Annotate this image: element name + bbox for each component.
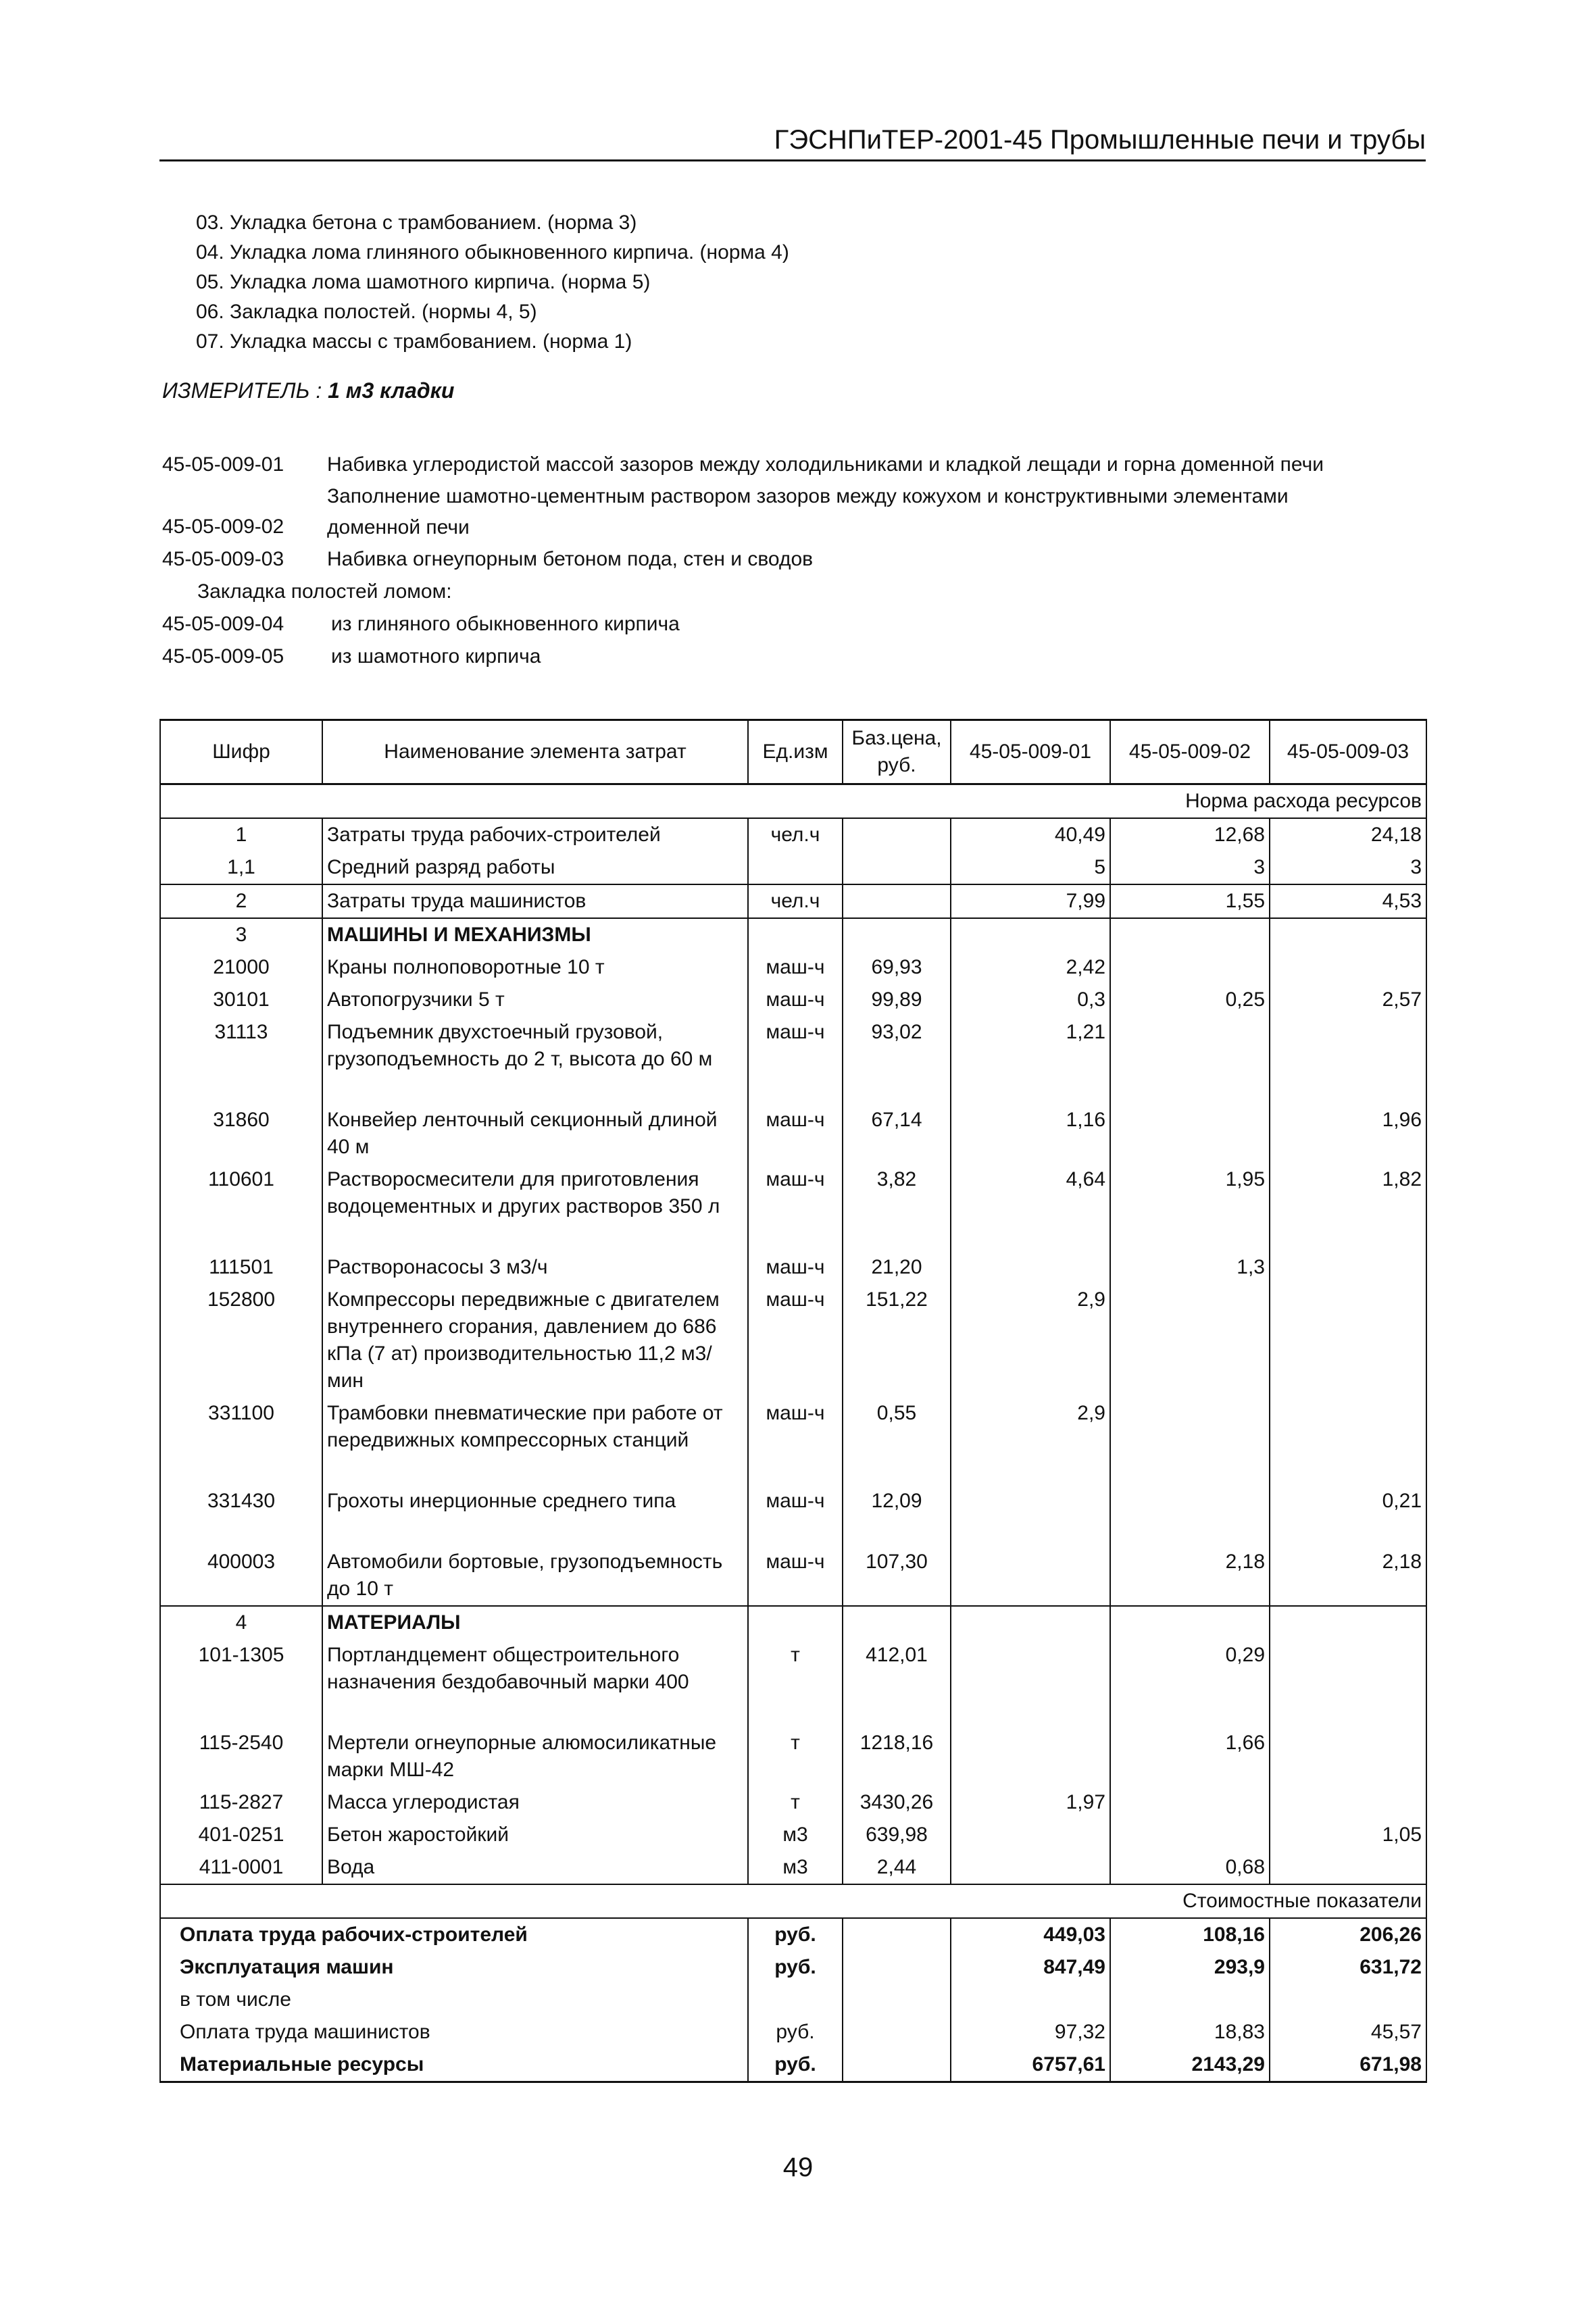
cell-unit: маш-ч xyxy=(748,1163,843,1251)
cell-price: 21,20 xyxy=(843,1251,951,1284)
resource-row xyxy=(160,1016,1426,1104)
band-row xyxy=(160,784,1426,819)
cell-unit: чел.ч xyxy=(748,884,843,918)
cell-norm-03 xyxy=(1270,1251,1426,1284)
cost-value-03: 671,98 xyxy=(1270,2048,1426,2082)
cost-row xyxy=(160,1984,1426,2016)
cell-norm-03 xyxy=(1270,1727,1426,1786)
cell-norm-03 xyxy=(1270,1639,1426,1727)
cell-norm-02 xyxy=(1110,1819,1270,1851)
cell-cipher: 411-0001 xyxy=(160,1851,322,1884)
cost-unit xyxy=(748,1984,843,2016)
cell-cipher: 101-1305 xyxy=(160,1639,322,1727)
cell-unit: маш-ч xyxy=(748,1104,843,1163)
resource-row xyxy=(160,1786,1426,1819)
band-norm-label: Норма расхода ресурсов xyxy=(951,784,1426,819)
cell-norm-02 xyxy=(1110,1606,1270,1639)
resource-row xyxy=(160,1819,1426,1851)
measure-value: 1 м3 кладки xyxy=(328,378,455,403)
cell-cipher: 31860 xyxy=(160,1104,322,1163)
norm-code: 45-05-009-02 xyxy=(162,515,284,538)
cell-norm-01: 2,42 xyxy=(951,951,1110,984)
cell-name: Конвейер ленточный секционный длиной 40 м xyxy=(322,1104,748,1163)
norm-code: 45-05-009-03 xyxy=(162,548,284,570)
running-header: ГЭСНПиТЕР-2001-45 Промышленные печи и трубы xyxy=(159,120,1426,161)
resource-row xyxy=(160,1397,1426,1485)
cost-unit: руб. xyxy=(748,2048,843,2082)
resource-row xyxy=(160,1546,1426,1606)
cell-norm-03: 2,18 xyxy=(1270,1546,1426,1606)
cell-price: 3430,26 xyxy=(843,1786,951,1819)
cell-norm-03 xyxy=(1270,1397,1426,1485)
cost-value-01 xyxy=(951,1984,1110,2016)
cost-row xyxy=(160,2048,1426,2082)
col-header-norm-01: 45-05-009-01 xyxy=(951,720,1110,784)
cell-norm-01: 40,49 xyxy=(951,818,1110,851)
resource-row xyxy=(160,1851,1426,1884)
cell-norm-03 xyxy=(1270,1016,1426,1104)
cell-norm-02 xyxy=(1110,1016,1270,1104)
section-row xyxy=(160,918,1426,951)
cell-norm-01: 1,97 xyxy=(951,1786,1110,1819)
cell-unit: м3 xyxy=(748,1851,843,1884)
cell-name: Растворосмесители для приготовления водоцементных и других растворов 350 л xyxy=(322,1163,748,1251)
cell-norm-02: 1,55 xyxy=(1110,884,1270,918)
resource-row xyxy=(160,1284,1426,1397)
resource-row xyxy=(160,818,1426,851)
cell-price xyxy=(843,884,951,918)
norm-description xyxy=(327,481,1289,543)
cell-price: 151,22 xyxy=(843,1284,951,1397)
cell-norm-01 xyxy=(951,918,1110,951)
cell-price: 0,55 xyxy=(843,1397,951,1485)
cost-price xyxy=(843,1918,951,1951)
cell-price: 3,82 xyxy=(843,1163,951,1251)
cell-name: МАШИНЫ И МЕХАНИЗМЫ xyxy=(322,918,748,951)
col-header-name: Наименование элемента затрат xyxy=(322,720,748,784)
cell-norm-03 xyxy=(1270,951,1426,984)
cost-row xyxy=(160,1918,1426,1951)
cell-norm-03: 2,57 xyxy=(1270,984,1426,1016)
cell-cipher: 4 xyxy=(160,1606,322,1639)
cell-unit: маш-ч xyxy=(748,1016,843,1104)
cell-unit: чел.ч xyxy=(748,818,843,851)
cost-value-03: 206,26 xyxy=(1270,1918,1426,1951)
cell-norm-02 xyxy=(1110,1104,1270,1163)
cell-name: Средний разряд работы xyxy=(322,851,748,884)
cell-norm-03: 1,96 xyxy=(1270,1104,1426,1163)
cell-norm-02: 12,68 xyxy=(1110,818,1270,851)
cost-value-01: 449,03 xyxy=(951,1918,1110,1951)
resource-row xyxy=(160,1485,1426,1546)
cell-unit: маш-ч xyxy=(748,984,843,1016)
cell-cipher: 401-0251 xyxy=(160,1819,322,1851)
resource-row xyxy=(160,1104,1426,1163)
cost-value-03: 45,57 xyxy=(1270,2016,1426,2048)
page-number: 49 xyxy=(782,2153,814,2182)
cell-norm-03: 1,82 xyxy=(1270,1163,1426,1251)
cell-unit xyxy=(748,1606,843,1639)
cell-norm-02: 0,29 xyxy=(1110,1639,1270,1727)
cost-name: Материальные ресурсы xyxy=(160,2048,748,2082)
cell-norm-01: 0,3 xyxy=(951,984,1110,1016)
resource-row xyxy=(160,1251,1426,1284)
cell-unit: т xyxy=(748,1786,843,1819)
cell-price xyxy=(843,851,951,884)
cell-name: Автомобили бортовые, грузоподъемность до 10 т xyxy=(322,1546,748,1606)
cell-norm-01: 7,99 xyxy=(951,884,1110,918)
work-item: 03. Укладка бетона с трамбованием. (норма 3) xyxy=(196,211,637,234)
cost-value-03: 631,72 xyxy=(1270,1951,1426,1984)
cell-price: 12,09 xyxy=(843,1485,951,1546)
table-header-row xyxy=(160,720,1426,784)
cell-norm-02 xyxy=(1110,1485,1270,1546)
cell-cipher: 152800 xyxy=(160,1284,322,1397)
cell-cipher: 331100 xyxy=(160,1397,322,1485)
cell-unit: маш-ч xyxy=(748,951,843,984)
cell-norm-02: 1,66 xyxy=(1110,1727,1270,1786)
cell-name: Подъемник двухстоечный грузовой, грузоподъемность до 2 т, высота до 60 м xyxy=(322,1016,748,1104)
cell-norm-02: 0,25 xyxy=(1110,984,1270,1016)
cell-price: 412,01 xyxy=(843,1639,951,1727)
norm-code: 45-05-009-01 xyxy=(162,453,284,476)
cell-unit: м3 xyxy=(748,1819,843,1851)
cell-norm-02: 3 xyxy=(1110,851,1270,884)
resource-row xyxy=(160,984,1426,1016)
norm-description: Набивка огнеупорным бетоном пода, стен и сводов xyxy=(327,548,814,570)
cell-name: Компрессоры передвижные с двигателем внутреннего сгорания, давлением до 686 кПа (7 ат) производительностью 11,2 м3/мин xyxy=(322,1284,748,1397)
cost-name: Оплата труда машинистов xyxy=(160,2016,748,2048)
cell-unit: маш-ч xyxy=(748,1546,843,1606)
cell-name: Краны полноповоротные 10 т xyxy=(322,951,748,984)
cell-unit: т xyxy=(748,1727,843,1786)
resource-table xyxy=(159,719,1427,2083)
cell-name: Мертели огнеупорные алюмосиликатные марки МШ-42 xyxy=(322,1727,748,1786)
cell-norm-01 xyxy=(951,1851,1110,1884)
cell-norm-03 xyxy=(1270,1284,1426,1397)
cell-norm-01: 4,64 xyxy=(951,1163,1110,1251)
cell-price: 2,44 xyxy=(843,1851,951,1884)
norm-group-title: Закладка полостей ломом: xyxy=(197,580,452,603)
cell-unit: маш-ч xyxy=(748,1284,843,1397)
cell-name: Растворонасосы 3 м3/ч xyxy=(322,1251,748,1284)
col-header-norm-03: 45-05-009-03 xyxy=(1270,720,1426,784)
cost-value-02 xyxy=(1110,1984,1270,2016)
cell-norm-01 xyxy=(951,1727,1110,1786)
cell-norm-01 xyxy=(951,1485,1110,1546)
norm-code: 45-05-009-04 xyxy=(162,613,284,635)
cell-name: Затраты труда машинистов xyxy=(322,884,748,918)
cost-value-02: 18,83 xyxy=(1110,2016,1270,2048)
cell-norm-01: 2,9 xyxy=(951,1397,1110,1485)
measure-label: ИЗМЕРИТЕЛЬ : xyxy=(162,378,322,403)
cell-norm-02: 0,68 xyxy=(1110,1851,1270,1884)
cost-price xyxy=(843,2048,951,2082)
cell-price: 69,93 xyxy=(843,951,951,984)
cell-norm-03: 1,05 xyxy=(1270,1819,1426,1851)
cost-value-02: 2143,29 xyxy=(1110,2048,1270,2082)
band-row xyxy=(160,1884,1426,1918)
col-header-price: Баз.цена, руб. xyxy=(843,720,951,784)
cell-norm-01 xyxy=(951,1251,1110,1284)
cell-name: Масса углеродистая xyxy=(322,1786,748,1819)
resource-row xyxy=(160,884,1426,918)
cell-cipher: 30101 xyxy=(160,984,322,1016)
measure-unit xyxy=(162,376,454,405)
cost-value-01: 97,32 xyxy=(951,2016,1110,2048)
cell-norm-02 xyxy=(1110,1284,1270,1397)
cost-unit: руб. xyxy=(748,1918,843,1951)
cell-cipher: 1 xyxy=(160,818,322,851)
work-item: 04. Укладка лома глиняного обыкновенного кирпича. (норма 4) xyxy=(196,241,789,263)
cell-price xyxy=(843,1606,951,1639)
norm-description: Набивка углеродистой массой зазоров между холодильниками и кладкой лещади и горна доменной печи xyxy=(327,453,1324,476)
cell-cipher: 110601 xyxy=(160,1163,322,1251)
cell-name: Грохоты инерционные среднего типа xyxy=(322,1485,748,1546)
cost-value-01: 6757,61 xyxy=(951,2048,1110,2082)
cost-name: Оплата труда рабочих-строителей xyxy=(160,1918,748,1951)
cost-price xyxy=(843,2016,951,2048)
cell-cipher: 31113 xyxy=(160,1016,322,1104)
cell-price: 93,02 xyxy=(843,1016,951,1104)
cell-norm-02 xyxy=(1110,918,1270,951)
cell-name: Трамбовки пневматические при работе от передвижных компрессорных станций xyxy=(322,1397,748,1485)
resource-row xyxy=(160,1163,1426,1251)
cost-price xyxy=(843,1984,951,2016)
cell-price: 99,89 xyxy=(843,984,951,1016)
cost-price xyxy=(843,1951,951,1984)
cost-row xyxy=(160,1951,1426,1984)
cell-cipher: 111501 xyxy=(160,1251,322,1284)
cell-name: МАТЕРИАЛЫ xyxy=(322,1606,748,1639)
cell-unit: маш-ч xyxy=(748,1485,843,1546)
cell-cipher: 21000 xyxy=(160,951,322,984)
cell-norm-02: 1,95 xyxy=(1110,1163,1270,1251)
cost-value-02: 293,9 xyxy=(1110,1951,1270,1984)
cell-price: 107,30 xyxy=(843,1546,951,1606)
cell-unit: маш-ч xyxy=(748,1251,843,1284)
norm-description-line: Заполнение шамотно-цементным раствором зазоров между кожухом и конструктивными элементами xyxy=(327,485,1289,507)
cost-value-03 xyxy=(1270,1984,1426,2016)
cell-cipher: 3 xyxy=(160,918,322,951)
cell-norm-03: 0,21 xyxy=(1270,1485,1426,1546)
cell-name: Бетон жаростойкий xyxy=(322,1819,748,1851)
col-header-unit: Ед.изм xyxy=(748,720,843,784)
cell-price xyxy=(843,818,951,851)
resource-row xyxy=(160,1727,1426,1786)
norm-code: 45-05-009-05 xyxy=(162,645,284,668)
cost-row xyxy=(160,2016,1426,2048)
cell-name: Автопогрузчики 5 т xyxy=(322,984,748,1016)
cell-norm-01 xyxy=(951,1639,1110,1727)
cell-norm-01: 5 xyxy=(951,851,1110,884)
col-header-norm-02: 45-05-009-02 xyxy=(1110,720,1270,784)
cell-name: Вода xyxy=(322,1851,748,1884)
cost-name: Эксплуатация машин xyxy=(160,1951,748,1984)
cell-cipher: 331430 xyxy=(160,1485,322,1546)
work-item: 07. Укладка массы с трамбованием. (норма 1) xyxy=(196,330,632,353)
work-item: 06. Закладка полостей. (нормы 4, 5) xyxy=(196,301,537,323)
cell-norm-01 xyxy=(951,1546,1110,1606)
cell-norm-01: 1,21 xyxy=(951,1016,1110,1104)
cell-unit: маш-ч xyxy=(748,1397,843,1485)
col-header-cipher: Шифр xyxy=(160,720,322,784)
cell-cipher: 1,1 xyxy=(160,851,322,884)
cell-norm-02 xyxy=(1110,1786,1270,1819)
cell-norm-03 xyxy=(1270,1851,1426,1884)
band-spacer xyxy=(160,784,951,819)
cost-value-02: 108,16 xyxy=(1110,1918,1270,1951)
cost-unit: руб. xyxy=(748,2016,843,2048)
cell-norm-03: 3 xyxy=(1270,851,1426,884)
norm-description: из шамотного кирпича xyxy=(331,645,541,668)
cell-norm-03: 4,53 xyxy=(1270,884,1426,918)
cell-price xyxy=(843,918,951,951)
cell-unit xyxy=(748,918,843,951)
cell-unit: т xyxy=(748,1639,843,1727)
cost-value-01: 847,49 xyxy=(951,1951,1110,1984)
cell-cipher: 2 xyxy=(160,884,322,918)
cell-norm-02: 2,18 xyxy=(1110,1546,1270,1606)
cell-cipher: 400003 xyxy=(160,1546,322,1606)
cell-cipher: 115-2827 xyxy=(160,1786,322,1819)
table-body xyxy=(160,784,1426,2082)
cell-norm-03 xyxy=(1270,1606,1426,1639)
resource-row xyxy=(160,851,1426,884)
norm-description-line: доменной печи xyxy=(327,516,470,538)
cell-norm-02 xyxy=(1110,1397,1270,1485)
norm-description: из глиняного обыкновенного кирпича xyxy=(331,613,680,635)
cost-unit: руб. xyxy=(748,1951,843,1984)
resource-row xyxy=(160,1639,1426,1727)
cell-norm-01 xyxy=(951,1819,1110,1851)
work-item: 05. Укладка лома шамотного кирпича. (норма 5) xyxy=(196,271,651,293)
cell-name: Портландцемент общестроительного назначения бездобавочный марки 400 xyxy=(322,1639,748,1727)
cell-norm-02 xyxy=(1110,951,1270,984)
cell-name: Затраты труда рабочих-строителей xyxy=(322,818,748,851)
cell-norm-03: 24,18 xyxy=(1270,818,1426,851)
cell-norm-03 xyxy=(1270,1786,1426,1819)
cell-unit xyxy=(748,851,843,884)
cell-norm-01: 2,9 xyxy=(951,1284,1110,1397)
section-row xyxy=(160,1606,1426,1639)
cell-norm-02: 1,3 xyxy=(1110,1251,1270,1284)
cell-norm-01 xyxy=(951,1606,1110,1639)
band-spacer xyxy=(160,1884,951,1918)
cell-norm-03 xyxy=(1270,918,1426,951)
cost-name: в том числе xyxy=(160,1984,748,2016)
band-cost-label: Стоимостные показатели xyxy=(951,1884,1426,1918)
resource-row xyxy=(160,951,1426,984)
cell-price: 67,14 xyxy=(843,1104,951,1163)
cell-norm-01: 1,16 xyxy=(951,1104,1110,1163)
work-composition xyxy=(196,208,789,357)
cell-cipher: 115-2540 xyxy=(160,1727,322,1786)
cell-price: 639,98 xyxy=(843,1819,951,1851)
cell-price: 1218,16 xyxy=(843,1727,951,1786)
